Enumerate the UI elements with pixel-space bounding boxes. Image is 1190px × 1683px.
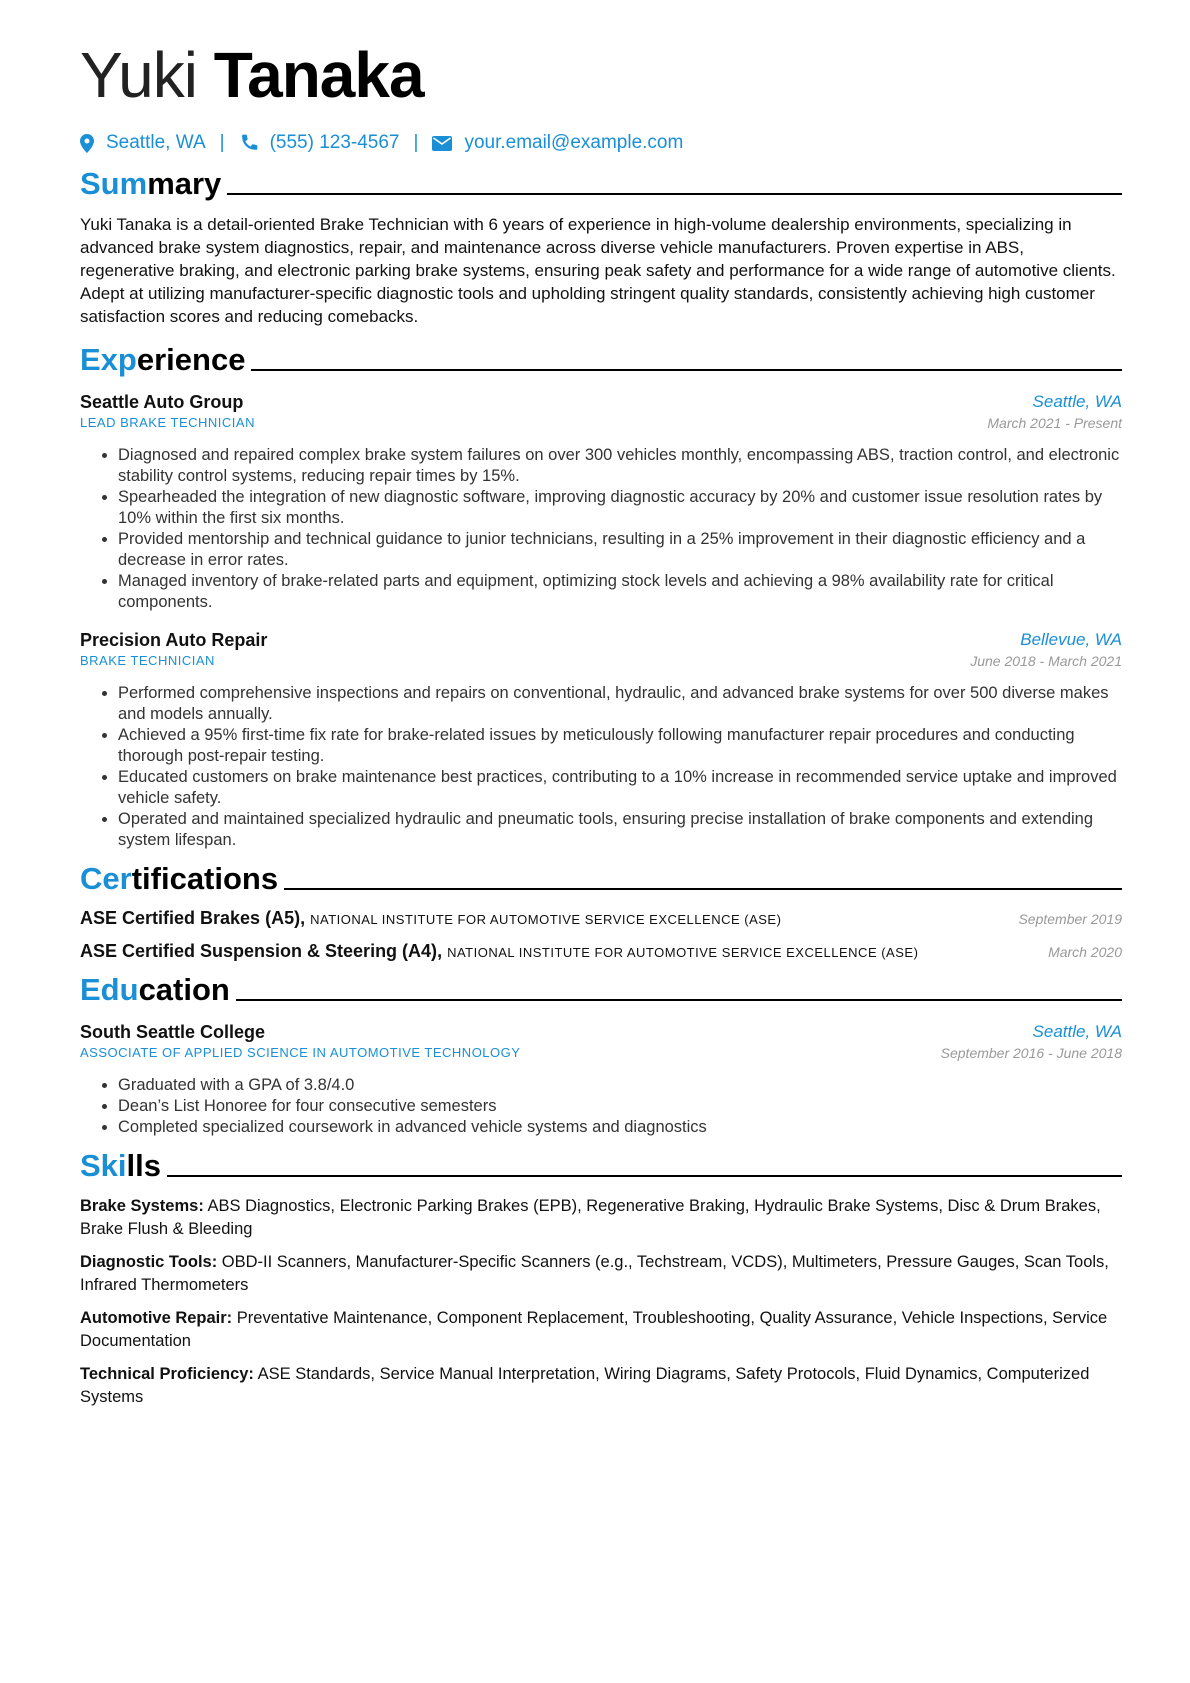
certifications-title bbox=[80, 861, 279, 897]
bullet-item: • Spearheaded the integration of new diagnostic software, improving diagnostic accuracy by 20% and customer issue resolution rates by 10% within the first six months. bbox=[118, 487, 1122, 529]
skill-list: OBD-II Scanners, Manufacturer-Specific Scanners (e.g., Techstream, VCDS), Multimeters, Pressure Gauges, Scan Tools, Infrared Thermometers bbox=[80, 1253, 1109, 1295]
location-text: Seattle, WA bbox=[106, 132, 206, 154]
bullet-item: • Educated customers on brake maintenance best practices, contributing to a 10% increase in recommended service uptake and improved vehicle safety. bbox=[118, 767, 1122, 809]
location-pin-icon bbox=[80, 134, 94, 153]
education-heading bbox=[80, 972, 1122, 1008]
skill-list: Preventative Maintenance, Component Replacement, Troubleshooting, Quality Assurance, Vehicle Inspections, Service Documentation bbox=[80, 1309, 1108, 1351]
bullet-item: • Dean’s List Honoree for four consecutive semesters bbox=[118, 1096, 1122, 1117]
education-title bbox=[80, 972, 230, 1008]
certifications-title-accent: Cer bbox=[80, 861, 132, 897]
education-title-accent: Edu bbox=[80, 972, 139, 1008]
job-header bbox=[80, 629, 1122, 651]
education-subheader bbox=[80, 1045, 1122, 1061]
skill-label: Diagnostic Tools: bbox=[80, 1253, 218, 1272]
job-subheader bbox=[80, 415, 1122, 431]
certification-date: March 2020 bbox=[1048, 944, 1122, 961]
section-divider bbox=[167, 1175, 1122, 1177]
education-location: Seattle, WA bbox=[1032, 1022, 1122, 1042]
certification-name: ASE Certified Brakes (A5) bbox=[80, 908, 301, 929]
first-name: Yuki bbox=[80, 39, 197, 111]
job-role: BRAKE TECHNICIAN bbox=[80, 653, 215, 669]
candidate-name bbox=[80, 40, 1122, 110]
education-title-rest: cation bbox=[138, 972, 230, 1008]
job-role: LEAD BRAKE TECHNICIAN bbox=[80, 415, 255, 431]
skill-label: Technical Proficiency: bbox=[80, 1365, 254, 1384]
certification-org: NATIONAL INSTITUTE FOR AUTOMOTIVE SERVICE EXCELLENCE (ASE) bbox=[310, 912, 782, 928]
bullet-item: • Performed comprehensive inspections and repairs on conventional, hydraulic, and advanced brake systems for over 500 diverse makes and models annually. bbox=[118, 683, 1122, 725]
contact-bar bbox=[80, 132, 1122, 154]
summary-title-rest: mary bbox=[147, 166, 222, 202]
certification-name: ASE Certified Suspension & Steering (A4) bbox=[80, 941, 438, 962]
job-company: Precision Auto Repair bbox=[80, 630, 268, 651]
education-school: South Seattle College bbox=[80, 1022, 266, 1043]
bullet-item: • Completed specialized coursework in advanced vehicle systems and diagnostics bbox=[118, 1117, 1122, 1138]
skills-title-rest: lls bbox=[126, 1148, 161, 1184]
bullet-item: • Diagnosed and repaired complex brake system failures on over 300 vehicles monthly, encompassing ABS, traction control, and electronic stability control systems, reducing repair times by 15%. bbox=[118, 445, 1122, 487]
experience-title-rest: erience bbox=[136, 342, 246, 378]
job-company: Seattle Auto Group bbox=[80, 392, 244, 413]
phone-icon bbox=[239, 134, 258, 153]
bullet-item: • Managed inventory of brake-related parts and equipment, optimizing stock levels and achieving a 98% availability rate for critical components. bbox=[118, 571, 1122, 613]
bullet-item: • Provided mentorship and technical guidance to junior technicians, resulting in a 25% improvement in their diagnostic efficiency and a decrease in error rates. bbox=[118, 529, 1122, 571]
bullet-item: • Achieved a 95% first-time fix rate for brake-related issues by meticulously following manufacturer repair procedures and conducting thorough post-repair testing. bbox=[118, 725, 1122, 767]
section-divider bbox=[251, 369, 1122, 371]
section-divider bbox=[284, 888, 1122, 890]
job-location: Seattle, WA bbox=[1032, 392, 1122, 412]
skill-group bbox=[80, 1195, 1122, 1241]
contact-separator: | bbox=[413, 132, 419, 154]
certification-org: NATIONAL INSTITUTE FOR AUTOMOTIVE SERVICE EXCELLENCE (ASE) bbox=[447, 945, 919, 961]
experience-title bbox=[80, 342, 246, 378]
certification-text: ASE Certified Suspension & Steering (A4), NATIONAL INSTITUTE FOR AUTOMOTIVE SERVICE EXCELLENCE (ASE) bbox=[80, 941, 919, 962]
job-bullets bbox=[80, 683, 1122, 851]
section-divider bbox=[236, 999, 1122, 1001]
certifications-title-rest: tifications bbox=[131, 861, 279, 897]
skill-list: ABS Diagnostics, Electronic Parking Brakes (EPB), Regenerative Braking, Hydraulic Brake Systems, Disc & Drum Brakes, Brake Flush & Bleeding bbox=[80, 1197, 1101, 1239]
job-entry bbox=[80, 391, 1122, 613]
skills-title bbox=[80, 1148, 161, 1184]
job-dates: June 2018 - March 2021 bbox=[970, 653, 1122, 670]
experience-heading bbox=[80, 342, 1122, 378]
job-subheader bbox=[80, 653, 1122, 669]
experience-title-accent: Exp bbox=[80, 342, 137, 378]
education-degree: ASSOCIATE OF APPLIED SCIENCE IN AUTOMOTIVE TECHNOLOGY bbox=[80, 1045, 521, 1061]
job-bullets bbox=[80, 445, 1122, 613]
skills-heading bbox=[80, 1148, 1122, 1184]
contact-location bbox=[80, 132, 206, 154]
email-text: your.email@example.com bbox=[464, 132, 684, 154]
job-location: Bellevue, WA bbox=[1020, 630, 1122, 650]
contact-separator: | bbox=[219, 132, 225, 154]
summary-heading bbox=[80, 166, 1122, 202]
summary-title bbox=[80, 166, 222, 202]
contact-email[interactable] bbox=[432, 132, 683, 154]
resume-content bbox=[80, 40, 1122, 1409]
bullet-item: • Operated and maintained specialized hydraulic and pneumatic tools, ensuring precise installation of brake components and extending system lifespan. bbox=[118, 809, 1122, 851]
job-dates: March 2021 - Present bbox=[987, 415, 1122, 432]
skills-title-accent: Ski bbox=[80, 1148, 127, 1184]
certification-text: ASE Certified Brakes (A5), NATIONAL INSTITUTE FOR AUTOMOTIVE SERVICE EXCELLENCE (ASE) bbox=[80, 908, 782, 929]
education-dates: September 2016 - June 2018 bbox=[940, 1045, 1122, 1062]
skill-list: ASE Standards, Service Manual Interpretation, Wiring Diagrams, Safety Protocols, Fluid Dynamics, Computerized Systems bbox=[80, 1365, 1090, 1407]
section-divider bbox=[227, 193, 1122, 195]
envelope-icon bbox=[432, 136, 452, 151]
skill-group bbox=[80, 1251, 1122, 1297]
skill-group bbox=[80, 1363, 1122, 1409]
summary-text: Yuki Tanaka is a detail-oriented Brake Technician with 6 years of experience in high-volume dealership environments, specializing in advanced brake system diagnostics, repair, and maintenance across diverse vehicle manufacturers. Proven expertise in ABS, regenerative braking, and electronic parking brake systems, ensuring peak safety and performance for a wide range of automotive clients. Adept at utilizing manufacturer-specific diagnostic tools and upholding stringent quality standards, consistently achieving high customer satisfaction scores and reducing comebacks. bbox=[80, 215, 1116, 327]
job-header bbox=[80, 391, 1122, 413]
skill-label: Brake Systems: bbox=[80, 1197, 204, 1216]
last-name: Tanaka bbox=[213, 39, 424, 111]
skill-label: Automotive Repair: bbox=[80, 1309, 233, 1328]
job-entry bbox=[80, 629, 1122, 851]
certification-item bbox=[80, 941, 1122, 962]
summary-title-accent: Sum bbox=[80, 166, 148, 202]
education-entry bbox=[80, 1021, 1122, 1138]
education-bullets bbox=[80, 1075, 1122, 1138]
certifications-heading bbox=[80, 861, 1122, 897]
phone-text: (555) 123-4567 bbox=[269, 132, 400, 154]
bullet-item: • Graduated with a GPA of 3.8/4.0 bbox=[118, 1075, 1122, 1096]
contact-phone[interactable] bbox=[239, 132, 400, 154]
education-header bbox=[80, 1021, 1122, 1043]
certification-item bbox=[80, 908, 1122, 929]
skill-group bbox=[80, 1307, 1122, 1353]
certification-date: September 2019 bbox=[1018, 911, 1122, 928]
